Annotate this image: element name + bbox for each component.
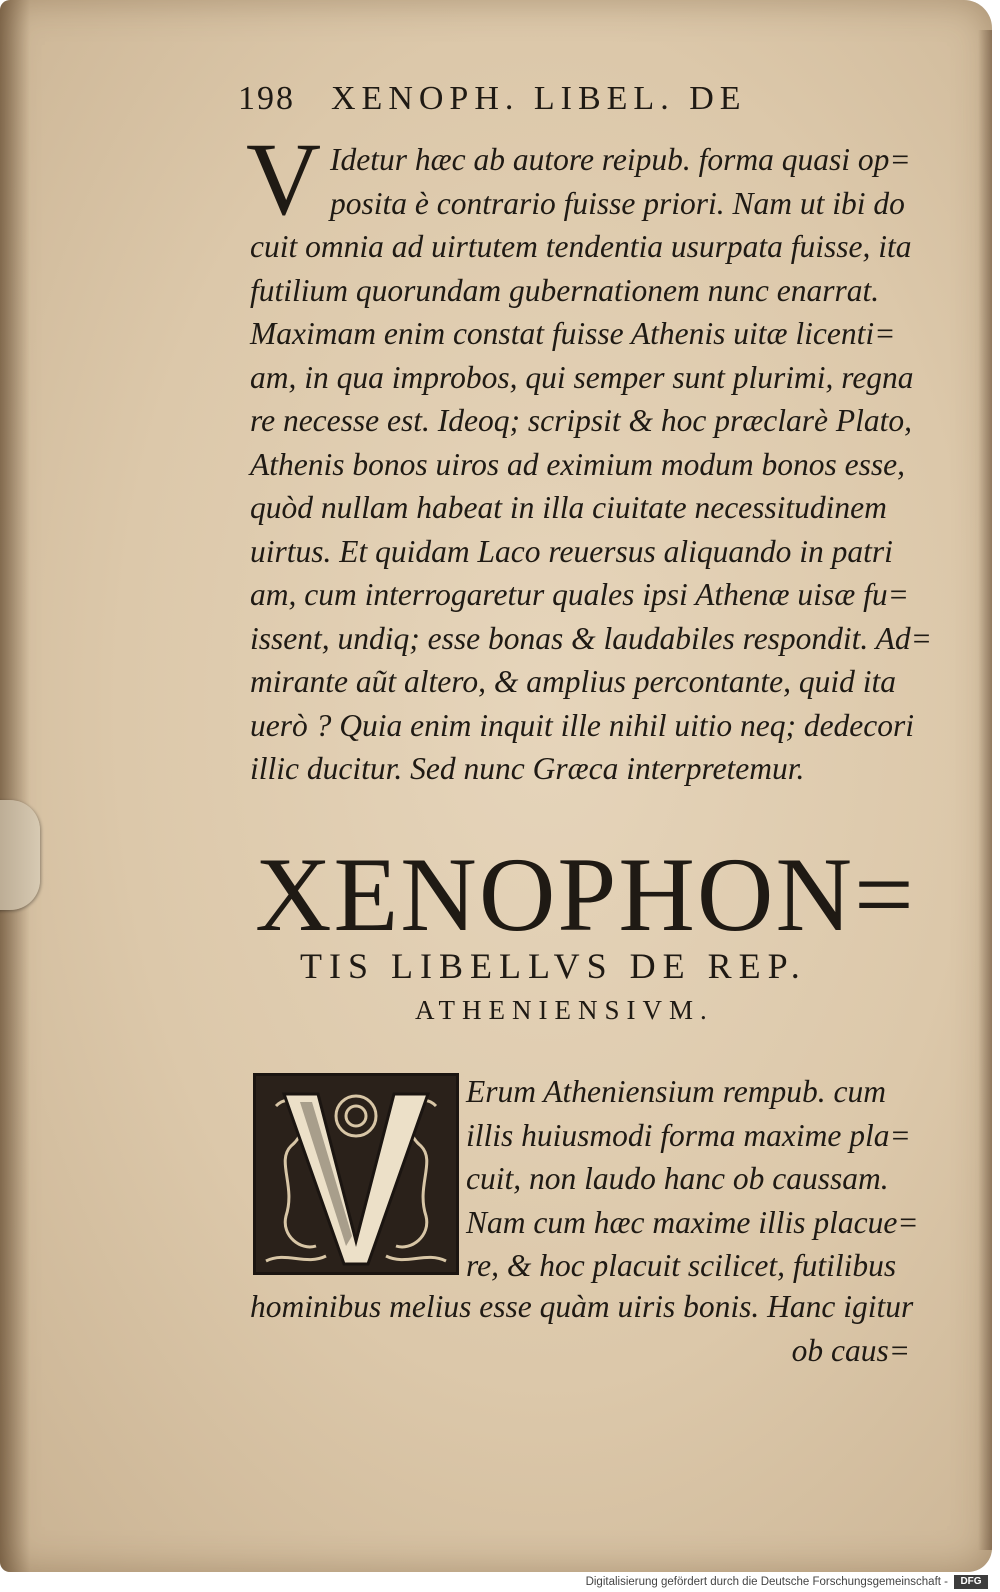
text-line: posita è contrario fuisse priori. Nam ut ibi do <box>330 185 905 221</box>
section-subtitle-2: ATHENIENSIVM. <box>415 995 714 1025</box>
woodcut-initial-v <box>253 1073 459 1275</box>
text-line: am, cum interrogaretur quales ipsi Athenæ uisæ fu= <box>250 577 909 612</box>
text-line: Nam cum hæc maxime illis placue= <box>466 1204 919 1240</box>
text-line: hominibus melius esse quàm uiris bonis. Hanc igitur <box>250 1289 914 1324</box>
text-line: illis huiusmodi forma maxime pla= <box>466 1117 911 1153</box>
page-clip <box>0 800 40 910</box>
page-gutter-shadow <box>0 0 30 1572</box>
catchword: ob caus= <box>791 1332 910 1368</box>
main-text-beside-initial <box>466 1070 926 1288</box>
woodcut-ornament-icon <box>256 1076 456 1272</box>
text-line: re necesse est. Ideoq; scripsit & hoc præclarè Plato, <box>250 403 912 438</box>
text-line: futilium quorundam gubernationem nunc enarrat. <box>250 272 880 308</box>
commentary-initial: V <box>246 122 322 237</box>
text-line: Maximam enim constat fuisse Athenis uitæ licenti= <box>250 316 896 351</box>
dfg-logo: DFG <box>954 1575 988 1589</box>
text-line: uerò ? Quia enim inquit ille nihil uitio neq; dedecori <box>250 707 915 743</box>
running-header <box>238 80 838 118</box>
text-line: re, & hoc placuit scilicet, futilibus <box>466 1248 897 1283</box>
running-title: XENOPH. LIBEL. DE <box>331 80 747 117</box>
text-line: cuit, non laudo hanc ob caussam. <box>466 1161 889 1196</box>
text-line: quòd nullam habeat in illa ciuitate necessitudinem <box>250 490 887 525</box>
text-line: Erum Atheniensium rempub. cum <box>466 1074 886 1109</box>
text-line: mirante aũt altero, & amplius percontante, quid ita <box>250 664 896 699</box>
text-line: illic ducitur. Sed nunc Græca interpretemur. <box>250 751 805 786</box>
text-line: uirtus. Et quidam Laco reuersus aliquando in patri <box>250 533 893 569</box>
text-line: am, in qua improbos, qui semper sunt plurimi, regna <box>250 359 914 395</box>
commentary-paragraph <box>250 138 932 791</box>
section-title: XENOPHON= <box>255 836 916 953</box>
text-line: Idetur hæc ab autore reipub. forma quasi op= <box>330 142 911 177</box>
text-line: issent, undiq; esse bonas & laudabiles respondit. Ad= <box>250 620 932 656</box>
page-number: 198 <box>238 80 295 117</box>
section-subtitle: TIS LIBELLVS DE REP. <box>300 946 807 986</box>
page-edge <box>978 30 992 1550</box>
text-line: cuit omnia ad uirtutem tendentia usurpata fuisse, ita <box>250 229 912 264</box>
main-text-full-width <box>250 1285 920 1372</box>
text-line: Athenis bonos uiros ad eximium modum bonos esse, <box>250 446 906 482</box>
funding-notice: Digitalisierung gefördert durch die Deutsche Forschungsgemeinschaft - <box>585 1576 948 1588</box>
